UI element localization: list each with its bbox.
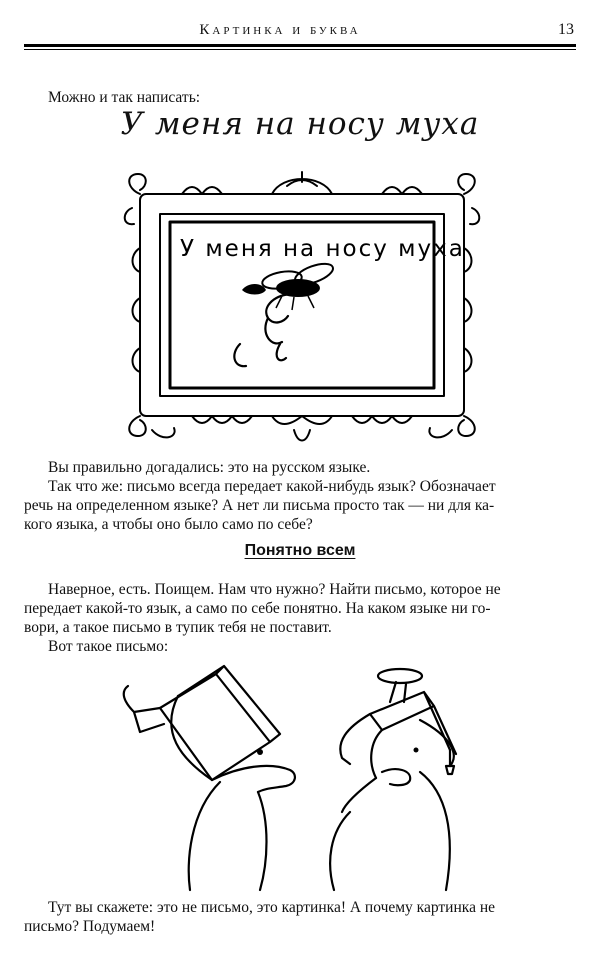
paragraph-3-line-2: передает какой-то язык, а само по себе понятно. На каком языке ни го- [24,600,491,617]
frame-top-crest [272,172,332,194]
paragraph-3-line-3: вори, а такое письмо в тупик тебя не поставит. [24,619,332,636]
header-rule-thin [24,49,576,50]
frame-outer-border [140,194,464,416]
fly-legs [276,296,314,310]
frame-left-loops [133,248,141,372]
paragraph-2-line-3: кого языка, а чтобы оно было само по себе? [24,516,313,533]
frame-corner-swirl-bl [129,416,174,437]
handwritten-phrase: У меня на носу муха [120,106,480,142]
paragraph-4: Вот такое письмо: [48,638,169,655]
paragraph-5-line-1: Тут вы скажете: это не письмо, это картинка! А почему картинка не [48,899,495,916]
paragraph-2-line-1: Так что же: письмо всегда передает какой-нибудь язык? Обозначает [48,478,496,495]
section-heading [0,542,600,560]
paragraph-3-line-1: Наверное, есть. Поищем. Нам что нужно? Найти письмо, которое не [48,581,501,598]
frame-corner-swirl-tl [125,174,146,224]
header-title: Картинка и буква [199,22,361,38]
ornate-frame-illustration [122,168,482,446]
left-figure-body [189,782,267,890]
left-figure-handle [171,696,212,780]
paragraph-1: Вы правильно догадались: это на русском языке. [48,459,371,476]
two-figures-illustration [120,662,480,894]
paragraph-5-line-2: письмо? Подумаем! [24,918,156,935]
face-profile [234,294,290,366]
frame-top-ornaments [182,187,422,194]
paragraph-2-line-2: речь на определенном языке? А нет ли письма просто так — ни для ка- [24,497,495,514]
right-figure-body [330,772,450,890]
right-figure-pot-handle [340,714,370,764]
section-heading-text: Понятно всем [244,542,356,559]
frame-corner-swirl-br [429,416,474,437]
right-figure-pot [370,692,456,754]
frame-bottom-scallops [192,416,412,424]
left-figure-bucket [160,666,280,780]
frame-right-loops [464,248,472,372]
frame-caption: У меня на носу муха [180,236,465,262]
frame-bottom-pendant [294,430,310,441]
right-figure-halo-stem [390,682,406,702]
right-figure-nose [382,769,410,785]
intro-text: Можно и так написать: [48,89,201,106]
fly-body [276,279,320,297]
page-number: 13 [558,21,574,38]
header-rule-thick [24,44,576,47]
right-figure-halo [378,669,422,683]
left-figure-bucket-spout [124,686,164,732]
left-figure-head [212,766,295,792]
frame-corner-swirl-tr [458,174,479,224]
